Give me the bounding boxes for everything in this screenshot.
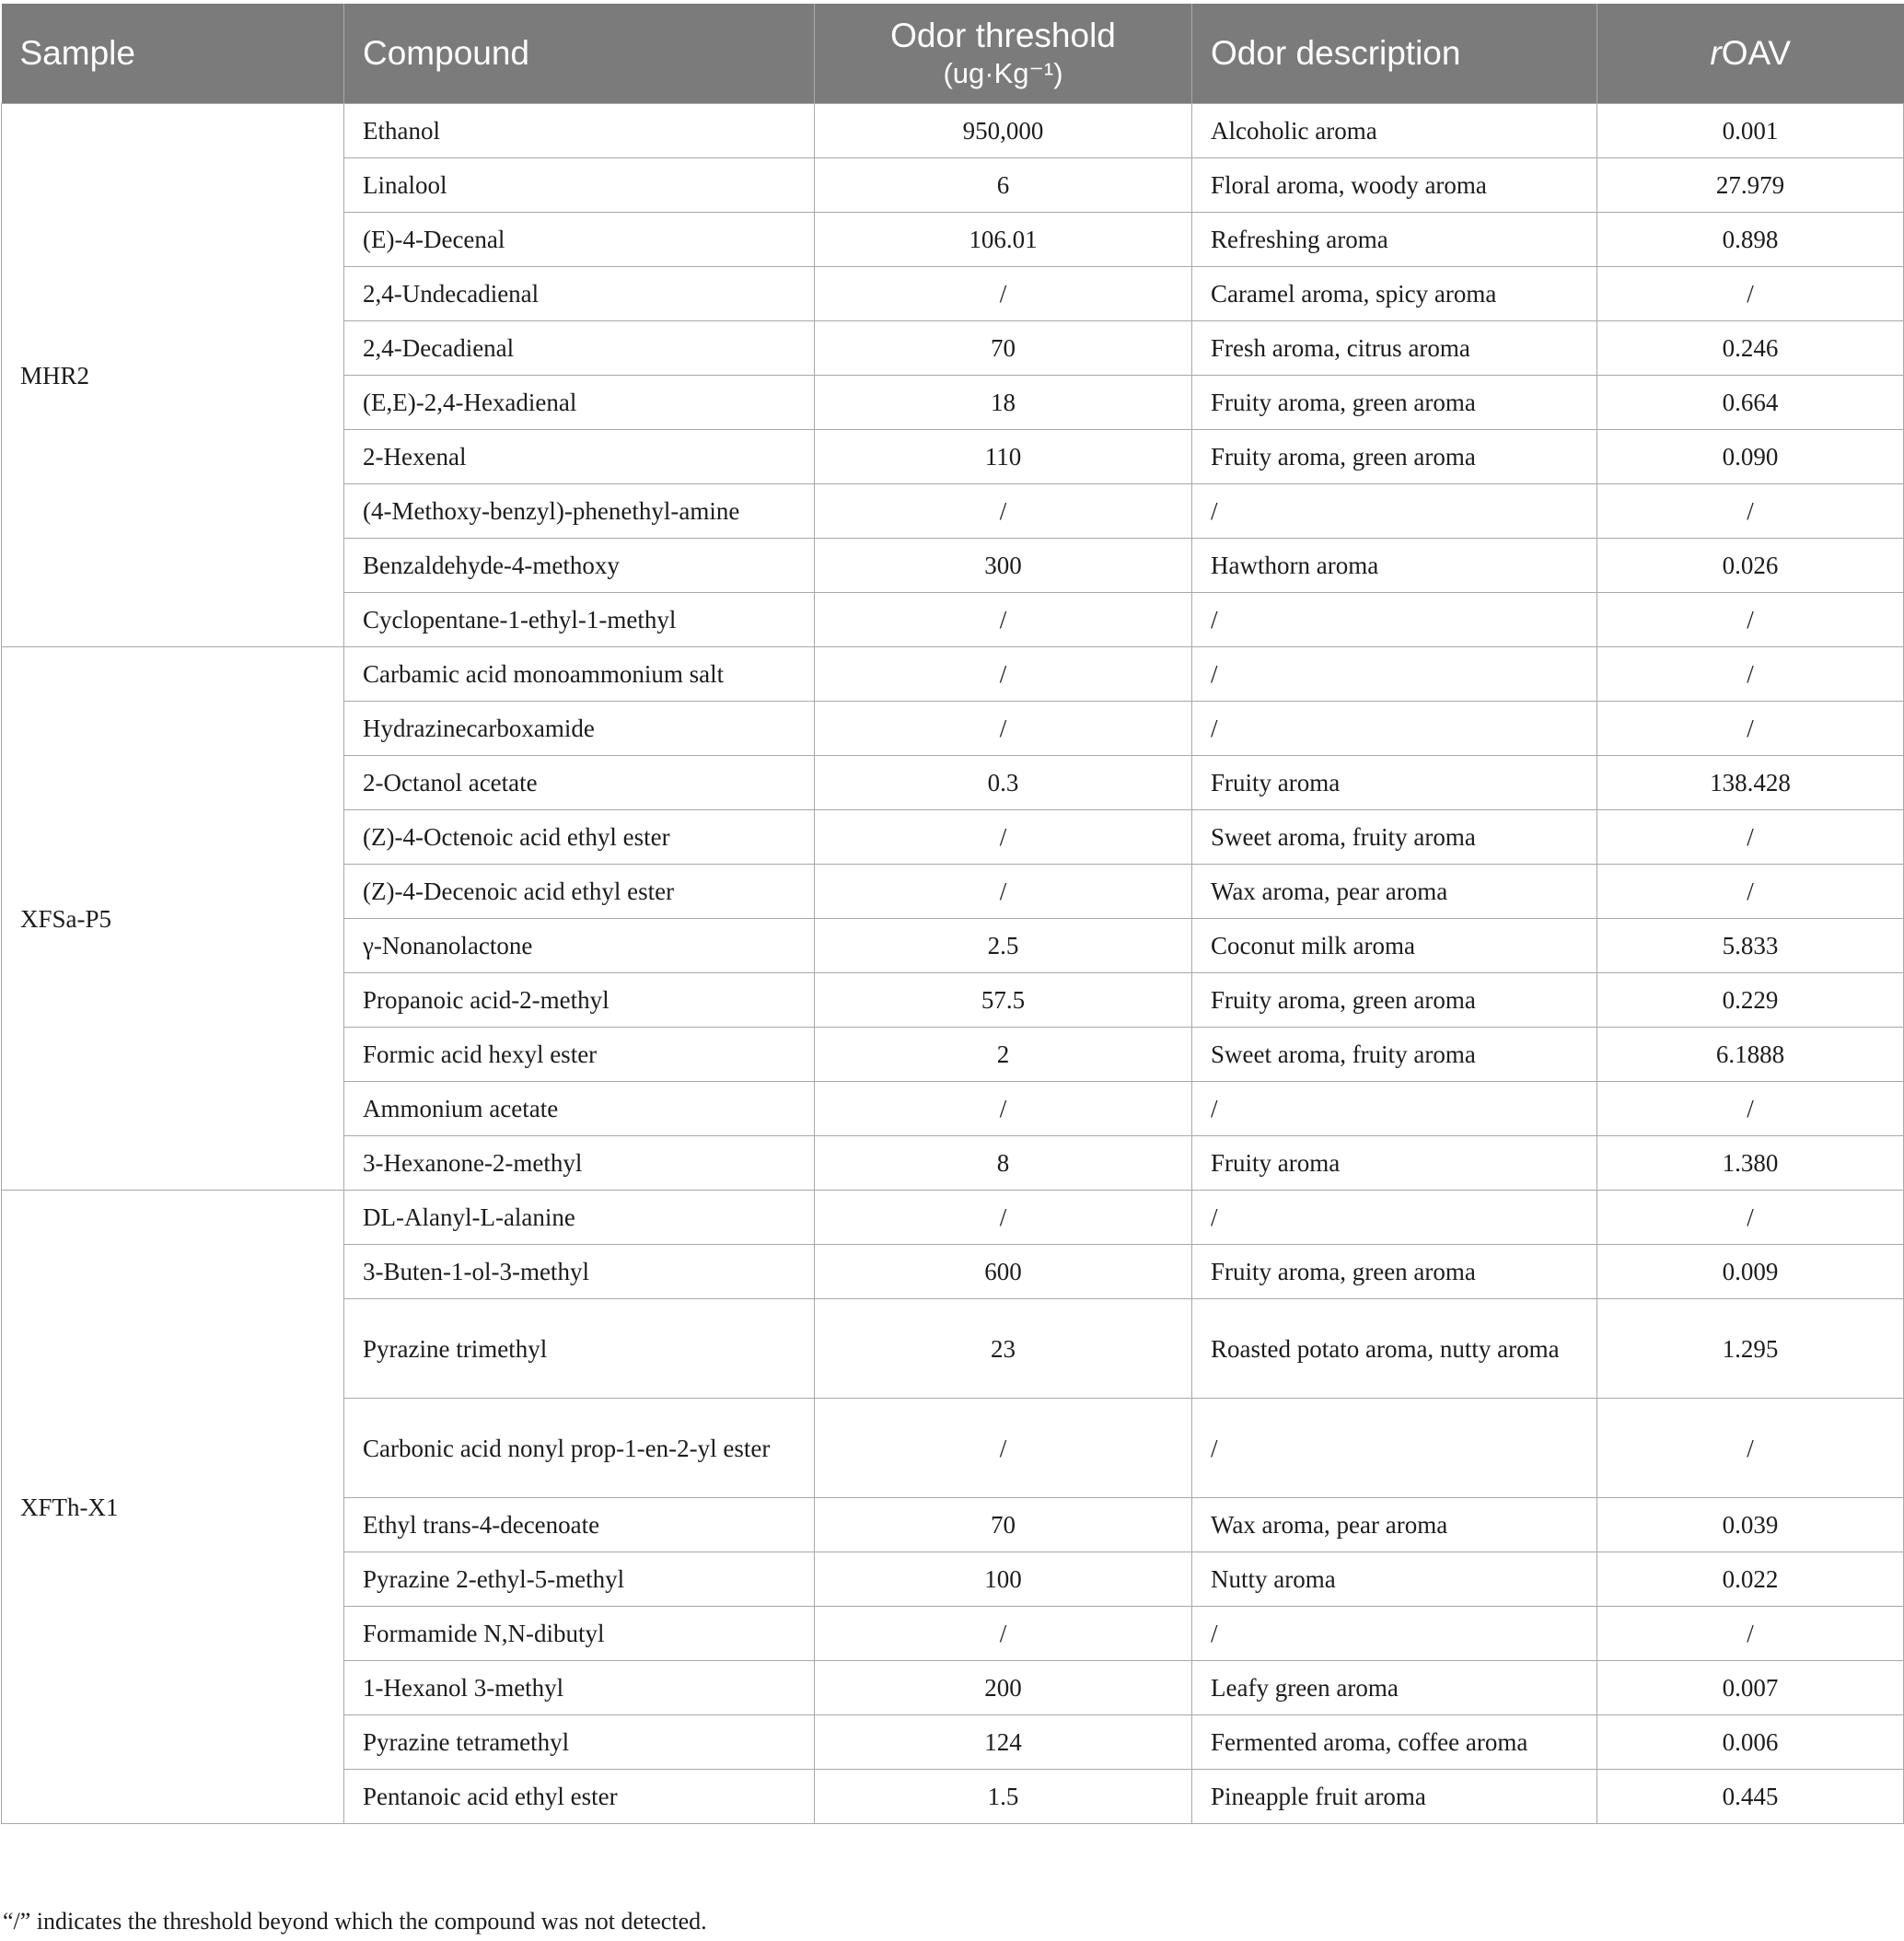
compound-cell: (4-Methoxy-benzyl)-phenethyl-amine [344, 484, 815, 539]
table-header [2, 4, 1904, 104]
roav-cell: 0.026 [1597, 539, 1904, 593]
compound-cell: Carbonic acid nonyl prop-1-en-2-yl ester [344, 1399, 815, 1498]
threshold-cell: 600 [815, 1245, 1192, 1299]
description-cell: / [1192, 1399, 1597, 1498]
roav-cell: / [1597, 810, 1904, 865]
compound-cell: 1-Hexanol 3-methyl [344, 1661, 815, 1715]
roav-cell: 0.022 [1597, 1552, 1904, 1607]
compound-cell: (Z)-4-Decenoic acid ethyl ester [344, 865, 815, 919]
header-sample: Sample [2, 4, 344, 104]
roav-cell: 27.979 [1597, 158, 1904, 213]
compound-cell: Hydrazinecarboxamide [344, 702, 815, 756]
roav-cell: / [1597, 702, 1904, 756]
roav-cell: 0.001 [1597, 104, 1904, 158]
table-row [2, 104, 1904, 158]
roav-cell: 0.007 [1597, 1661, 1904, 1715]
description-cell: Sweet aroma, fruity aroma [1192, 1028, 1597, 1082]
description-cell: Fermented aroma, coffee aroma [1192, 1715, 1597, 1770]
compound-cell: DL-Alanyl-L-alanine [344, 1191, 815, 1245]
compound-cell: Linalool [344, 158, 815, 213]
threshold-cell: 300 [815, 539, 1192, 593]
description-cell: / [1192, 647, 1597, 702]
roav-cell: / [1597, 1191, 1904, 1245]
roav-cell: 0.898 [1597, 213, 1904, 267]
description-cell: Pineapple fruit aroma [1192, 1770, 1597, 1824]
roav-cell: 138.428 [1597, 756, 1904, 810]
header-compound: Compound [344, 4, 815, 104]
description-cell: Floral aroma, woody aroma [1192, 158, 1597, 213]
threshold-cell: 70 [815, 321, 1192, 376]
sample-cell: MHR2 [2, 104, 344, 647]
threshold-cell: 1.5 [815, 1770, 1192, 1824]
description-cell: Nutty aroma [1192, 1552, 1597, 1607]
header-roav-italic: r [1710, 33, 1722, 72]
threshold-cell: / [815, 810, 1192, 865]
threshold-cell: 124 [815, 1715, 1192, 1770]
table-body [2, 104, 1904, 1824]
roav-cell: 0.664 [1597, 376, 1904, 430]
compound-cell: (E)-4-Decenal [344, 213, 815, 267]
threshold-cell: 2.5 [815, 919, 1192, 973]
description-cell: Fresh aroma, citrus aroma [1192, 321, 1597, 376]
header-threshold-unit: (ug·Kg⁻¹) [943, 57, 1063, 90]
threshold-cell: / [815, 1607, 1192, 1661]
roav-cell: 0.246 [1597, 321, 1904, 376]
description-cell: / [1192, 484, 1597, 539]
roav-cell: 0.006 [1597, 1715, 1904, 1770]
description-cell: Refreshing aroma [1192, 213, 1597, 267]
sample-cell: XFSa-P5 [2, 647, 344, 1191]
threshold-cell: 8 [815, 1136, 1192, 1191]
roav-cell: 0.039 [1597, 1498, 1904, 1552]
description-cell: Wax aroma, pear aroma [1192, 1498, 1597, 1552]
header-roav [1597, 4, 1904, 104]
roav-cell: 0.229 [1597, 973, 1904, 1028]
sample-cell: XFTh-X1 [2, 1191, 344, 1824]
threshold-cell: 950,000 [815, 104, 1192, 158]
threshold-cell: / [815, 484, 1192, 539]
description-cell: Coconut milk aroma [1192, 919, 1597, 973]
threshold-cell: / [815, 865, 1192, 919]
header-row [2, 4, 1904, 104]
description-cell: Fruity aroma [1192, 756, 1597, 810]
threshold-cell: 18 [815, 376, 1192, 430]
compound-cell: 2-Hexenal [344, 430, 815, 484]
threshold-cell: 23 [815, 1299, 1192, 1399]
compound-cell: Ethanol [344, 104, 815, 158]
roav-cell: 1.295 [1597, 1299, 1904, 1399]
description-cell: Leafy green aroma [1192, 1661, 1597, 1715]
header-roav-rest: OAV [1721, 33, 1792, 72]
description-cell: / [1192, 702, 1597, 756]
threshold-cell: 100 [815, 1552, 1192, 1607]
threshold-cell: / [815, 702, 1192, 756]
roav-cell: 6.1888 [1597, 1028, 1904, 1082]
roav-cell: / [1597, 484, 1904, 539]
roav-cell: / [1597, 1082, 1904, 1136]
description-cell: Fruity aroma, green aroma [1192, 973, 1597, 1028]
description-cell: Alcoholic aroma [1192, 104, 1597, 158]
description-cell: Caramel aroma, spicy aroma [1192, 267, 1597, 321]
compound-cell: Pyrazine tetramethyl [344, 1715, 815, 1770]
threshold-cell: 110 [815, 430, 1192, 484]
description-cell: Fruity aroma, green aroma [1192, 1245, 1597, 1299]
description-cell: / [1192, 1191, 1597, 1245]
compound-cell: Formamide N,N-dibutyl [344, 1607, 815, 1661]
threshold-cell: / [815, 1399, 1192, 1498]
threshold-cell: / [815, 647, 1192, 702]
compound-cell: 3-Buten-1-ol-3-methyl [344, 1245, 815, 1299]
threshold-cell: 0.3 [815, 756, 1192, 810]
threshold-cell: / [815, 593, 1192, 647]
roav-cell: / [1597, 647, 1904, 702]
compound-cell: Benzaldehyde-4-methoxy [344, 539, 815, 593]
compound-cell: 2,4-Decadienal [344, 321, 815, 376]
description-cell: Fruity aroma, green aroma [1192, 376, 1597, 430]
compound-cell: Ammonium acetate [344, 1082, 815, 1136]
compound-cell: Cyclopentane-1-ethyl-1-methyl [344, 593, 815, 647]
threshold-cell: 57.5 [815, 973, 1192, 1028]
roav-cell: 0.445 [1597, 1770, 1904, 1824]
compound-cell: γ-Nonanolactone [344, 919, 815, 973]
roav-cell: 5.833 [1597, 919, 1904, 973]
description-cell: / [1192, 1607, 1597, 1661]
threshold-cell: / [815, 1082, 1192, 1136]
threshold-cell: 70 [815, 1498, 1192, 1552]
roav-cell: / [1597, 1607, 1904, 1661]
description-cell: Wax aroma, pear aroma [1192, 865, 1597, 919]
header-description: Odor description [1192, 4, 1597, 104]
compound-cell: Formic acid hexyl ester [344, 1028, 815, 1082]
roav-cell: 1.380 [1597, 1136, 1904, 1191]
threshold-cell: / [815, 1191, 1192, 1245]
compound-cell: 3-Hexanone-2-methyl [344, 1136, 815, 1191]
roav-cell: / [1597, 267, 1904, 321]
threshold-cell: 200 [815, 1661, 1192, 1715]
description-cell: Fruity aroma [1192, 1136, 1597, 1191]
table-row [2, 647, 1904, 702]
compound-cell: Carbamic acid monoammonium salt [344, 647, 815, 702]
roav-cell: 0.009 [1597, 1245, 1904, 1299]
threshold-cell: 106.01 [815, 213, 1192, 267]
description-cell: Sweet aroma, fruity aroma [1192, 810, 1597, 865]
header-threshold-line1: Odor threshold [890, 16, 1116, 54]
description-cell: / [1192, 593, 1597, 647]
roav-cell: 0.090 [1597, 430, 1904, 484]
description-cell: Hawthorn aroma [1192, 539, 1597, 593]
compound-cell: Ethyl trans-4-decenoate [344, 1498, 815, 1552]
description-cell: / [1192, 1082, 1597, 1136]
compound-cell: (Z)-4-Octenoic acid ethyl ester [344, 810, 815, 865]
compound-cell: 2-Octanol acetate [344, 756, 815, 810]
threshold-cell: / [815, 267, 1192, 321]
description-cell: Fruity aroma, green aroma [1192, 430, 1597, 484]
threshold-cell: 6 [815, 158, 1192, 213]
compound-cell: Pentanoic acid ethyl ester [344, 1770, 815, 1824]
header-threshold [815, 4, 1192, 104]
roav-cell: / [1597, 1399, 1904, 1498]
compound-cell: (E,E)-2,4-Hexadienal [344, 376, 815, 430]
compound-cell: Pyrazine trimethyl [344, 1299, 815, 1399]
threshold-cell: 2 [815, 1028, 1192, 1082]
compound-cell: Pyrazine 2-ethyl-5-methyl [344, 1552, 815, 1607]
odor-table [1, 4, 1904, 1824]
description-cell: Roasted potato aroma, nutty aroma [1192, 1299, 1597, 1399]
roav-cell: / [1597, 593, 1904, 647]
roav-cell: / [1597, 865, 1904, 919]
compound-cell: 2,4-Undecadienal [344, 267, 815, 321]
table-row [2, 1191, 1904, 1245]
footnote: “/” indicates the threshold beyond which the compound was not detected. [3, 1908, 707, 1935]
compound-cell: Propanoic acid-2-methyl [344, 973, 815, 1028]
table-container [0, 4, 1904, 1824]
